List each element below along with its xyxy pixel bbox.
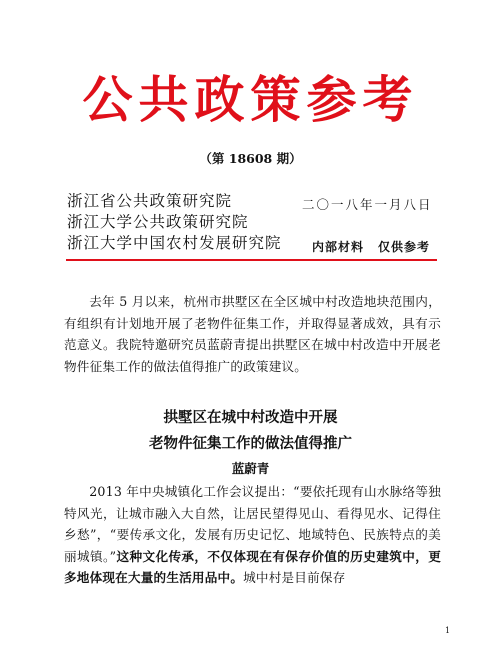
article-title-line-2: 老物件征集工作的做法值得推广: [149, 436, 352, 452]
body-tail: 城中村是目前保存: [243, 570, 346, 585]
internal-notice: [312, 238, 430, 255]
body-text: 2013 年中央城镇化工作会议提出：“要依托现有山水脉络等独特风光，让城市融入大自然，让居民望得见山、看得见水、记得住乡愁”，“要传承文化，发展有历史记忆、地域特色、民族特点的美丽城镇。”: [64, 484, 441, 564]
article-title-line-1: 拱墅区在城中村改造中开展: [163, 410, 338, 426]
distribution-label: 仅供参考: [378, 240, 431, 254]
header-divider: [66, 259, 437, 261]
publish-date: 二〇一八年一月八日: [302, 197, 433, 212]
institute-3: 浙江大学中国农村发展研究院: [67, 234, 282, 252]
article-body-paragraph: [64, 481, 441, 589]
institute-list: [67, 191, 287, 254]
page-number: 1: [445, 626, 451, 635]
intro-paragraph: 去年 5 月以来，杭州市拱墅区在全区城中村改造地块范围内，有组织有计划地开展了老物件征集工作，并取得显著成效，具有示范意义。我院特邀研究员蓝蔚青提出拱墅区在城中村改造中开展老物件征集工作的做法值得推广的政策建议。: [64, 294, 441, 374]
institute-2: 浙江大学公共政策研究院: [67, 213, 249, 231]
body-emphasis: 这种文化传承，不仅体现在有保存价值的历史建筑中，更多地体现在大量的生活用品中。: [64, 548, 442, 585]
issue-number: （第 18608 期）: [199, 151, 302, 166]
article-author: 蓝蔚青: [231, 461, 270, 476]
internal-label: 内部材料: [312, 240, 365, 254]
institute-1: 浙江省公共政策研究院: [67, 192, 233, 210]
masthead-title: 公共政策参考: [82, 70, 419, 129]
